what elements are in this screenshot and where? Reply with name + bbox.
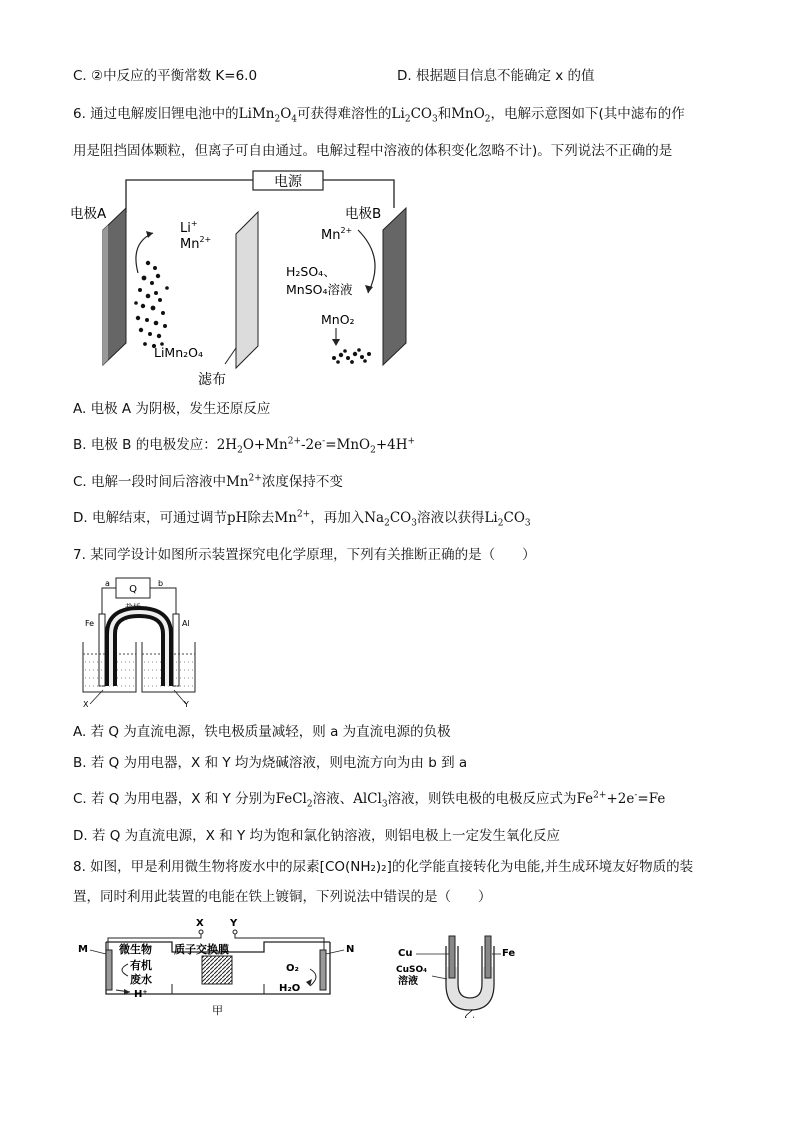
q7-stem: 7. 某同学设计如图所示装置探究电化学原理，下列有关推断正确的是（ ） (73, 547, 536, 563)
microbial-fuel-cell-diagram (74, 914, 364, 1018)
q6-stem-line1: 6. 通过电解废旧锂电池中的$LiMn_2O_4$可获得难溶性的$Li_2CO_3$和MnO$_2$，电解示意图如下(其中滤布的作 (73, 106, 685, 125)
electrolysis-diagram (68, 168, 428, 390)
filter-cloth-label: 滤布 (198, 372, 226, 388)
solution-label-1: H₂SO₄、 (286, 264, 336, 279)
wastewater-label: 废水 (130, 973, 152, 986)
q5-option-c: C. ②中反应的平衡常数 K=6.0 (73, 68, 258, 84)
organic-label: 有机 (130, 959, 152, 972)
q7-option-a: A. 若 Q 为直流电源，铁电极质量减轻，则 a 为直流电源的负极 (73, 724, 451, 740)
microbe-label: 微生物 (119, 943, 152, 956)
terminal-a-label: a (105, 579, 110, 588)
li-ion-label: Li+ (180, 219, 198, 236)
mno2-label: MnO₂ (321, 312, 355, 327)
h-plus-label: H⁺ (134, 989, 148, 1000)
electrode-m-label: M (78, 944, 88, 955)
electrode-n-label: N (346, 944, 355, 955)
terminal-b-label: b (158, 579, 164, 588)
q6-option-c: C. 电解一段时间后溶液中$Mn^{2+}$浓度保持不变 (73, 473, 343, 490)
power-label: 电源 (274, 174, 302, 190)
solution-label-2: MnSO₄溶液 (286, 282, 353, 297)
solution-y-label: Y (184, 700, 189, 708)
terminal-x-label: X (196, 918, 204, 929)
q6-option-b: B. 电极 B 的电极发应：$2H_2O+Mn^{2+}-2e^-=MnO_2+4H^+$ (73, 436, 416, 456)
copper-plating-diagram (396, 932, 536, 1018)
figure-jia-caption: 甲 (212, 1004, 223, 1017)
fe-electrode-label-yi: Fe (502, 948, 516, 959)
limn2o4-label: LiMn₂O₄ (154, 345, 204, 360)
o2-label: O₂ (286, 963, 299, 974)
q6-option-d: D. 电解结束，可通过调节pH除去$Mn^{2+}$，再加入$Na_2CO_3$溶液以获得$Li_2CO_3$ (73, 509, 531, 529)
q5-option-d: D. 根据题目信息不能确定 x 的值 (397, 68, 595, 84)
q8-stem-line1: 8. 如图，甲是利用微生物将废水中的尿素[CO(NH₂)₂]的化学能直接转化为电能,并生成环境友好物质的装 (73, 859, 694, 875)
electrode-b-label: 电极B (345, 206, 382, 222)
q7-option-d: D. 若 Q 为直流电源，X 和 Y 均为饱和氯化钠溶液，则铝电极上一定发生氧化反应 (73, 828, 561, 844)
mn-ion-label-a: $Mn^{2+}$ (180, 235, 212, 252)
mno2-particles (332, 348, 371, 364)
h2o-label: H₂O (279, 983, 301, 994)
salt-bridge-label: 盐桥 (125, 603, 141, 612)
al-electrode-label: Al (182, 619, 190, 628)
figure-yi-caption: 乙 (464, 1008, 475, 1018)
q7-option-c: C. 若 Q 为用电器，X 和 Y 分别为FeCl$_2$溶液、AlCl$_3$溶液，则铁电极的电极反应式为$Fe^{2+}+2e^-=Fe$ (73, 790, 666, 810)
q7-option-b: B. 若 Q 为用电器，X 和 Y 均为烧碱溶液，则电流方向为由 b 到 a (73, 755, 468, 771)
mn-ion-label-b: $Mn^{2+}$ (321, 226, 353, 243)
membrane-label: 质子交换膜 (174, 943, 229, 956)
salt-bridge-diagram (78, 574, 208, 708)
solution-x-label: X (83, 700, 89, 708)
q8-stem-line2: 置，同时利用此装置的电能在铁上镀铜，下列说法中错误的是（ ） (73, 889, 492, 905)
cuso4-label: CuSO₄ (396, 965, 428, 975)
q-label: Q (129, 584, 137, 595)
fe-electrode-label: Fe (85, 619, 95, 628)
solution-label: 溶液 (398, 976, 418, 987)
terminal-y-label: Y (230, 918, 238, 929)
limn2o4-particles (134, 261, 169, 348)
electrode-a-label: 电极A (70, 206, 107, 222)
q6-option-a: A. 电极 A 为阴极，发生还原反应 (73, 401, 271, 417)
q6-stem-line2: 用是阻挡固体颗粒，但离子可自由通过。电解过程中溶液的体积变化忽略不计)。下列说法不正确的是 (73, 143, 673, 159)
cu-electrode-label: Cu (398, 948, 413, 959)
